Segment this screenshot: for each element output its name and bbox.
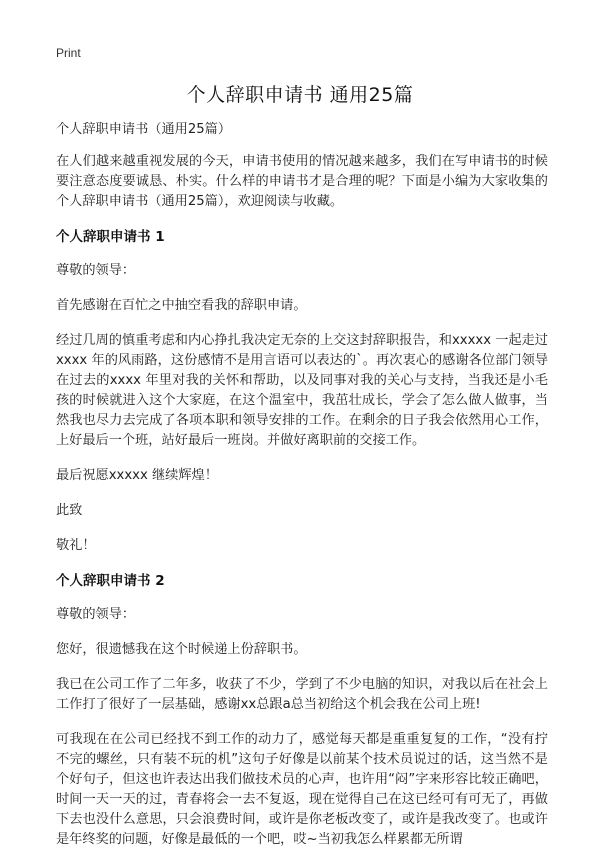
section-heading: 个人辞职申请书 2 — [56, 573, 165, 589]
closing-line: 敬礼！ — [56, 538, 96, 553]
salutation: 尊敬的领导： — [56, 607, 136, 622]
body-paragraph: 可我现在在公司已经找不到工作的动力了，感觉每天都是重重复复的工作，“没有拧不完的螺丝，只有装不玩的机”这句子好像是以前某个技术员说过的话，这当然不是个好句子，但这也许表达出我们做技术员的心声，也许用“闷”字来形容比较正确吧，时间一天一天的过，青春将会一去不复返，现在觉得自己在这已经可有可无了，再做下去也没什么意思，只会浪费时间，或许是你老板改变了，或许是我改变了。也或许是年终奖的问题，好像是最低的一个吧，哎~当初我怎么样累都无所谓 — [56, 732, 548, 847]
body-paragraph: 我已在公司工作了二年多，收获了不少，学到了不少电脑的知识，对我以后在社会上工作打了很好了一层基础，感谢xx总跟a总当初给这个机会我在公司上班! — [56, 677, 548, 712]
body-paragraph: 首先感谢在百忙之中抽空看我的辞职申请。 — [56, 298, 307, 313]
section-heading: 个人辞职申请书 1 — [56, 229, 165, 245]
print-link[interactable]: Print — [56, 46, 81, 60]
document-subtitle: 个人辞职申请书（通用25篇） — [56, 122, 232, 137]
body-paragraph: 您好，很遗憾我在这个时候递上份辞职书。 — [56, 642, 307, 657]
salutation: 尊敬的领导： — [56, 263, 136, 278]
body-paragraph: 最后祝愿xxxxx 继续辉煌！ — [56, 468, 218, 483]
page-title: 个人辞职申请书 通用25篇 — [186, 84, 414, 106]
closing-line: 此致 — [56, 503, 83, 518]
intro-paragraph: 在人们越来越重视发展的今天，申请书使用的情况越来越多，我们在写申请书的时候要注意态度要诚恳、朴实。什么样的申请书才是合理的呢？下面是小编为大家收集的个人辞职申请书（通用25篇），欢迎阅读与收藏。 — [56, 154, 548, 209]
document-body — [56, 120, 548, 865]
body-paragraph: 经过几周的慎重考虑和内心挣扎我决定无奈的上交这封辞职报告，和xxxxx 一起走过xxxx 年的风雨路，这份感情不是用言语可以表达的`。再次衷心的感谢各位部门领导在过去的xxxx 年里对我的关怀和帮助，以及同事对我的关心与支持，当我还是小毛孩的时候就进入这个大家庭，在这个温室中，我茁壮成长，学会了怎么做人做事，当然我也尽力去完成了各项本职和领导安排的工作。在剩余的日子我会依然用心工作，上好最后一个班，站好最后一班岗。并做好离职前的交接工作。 — [56, 333, 548, 448]
